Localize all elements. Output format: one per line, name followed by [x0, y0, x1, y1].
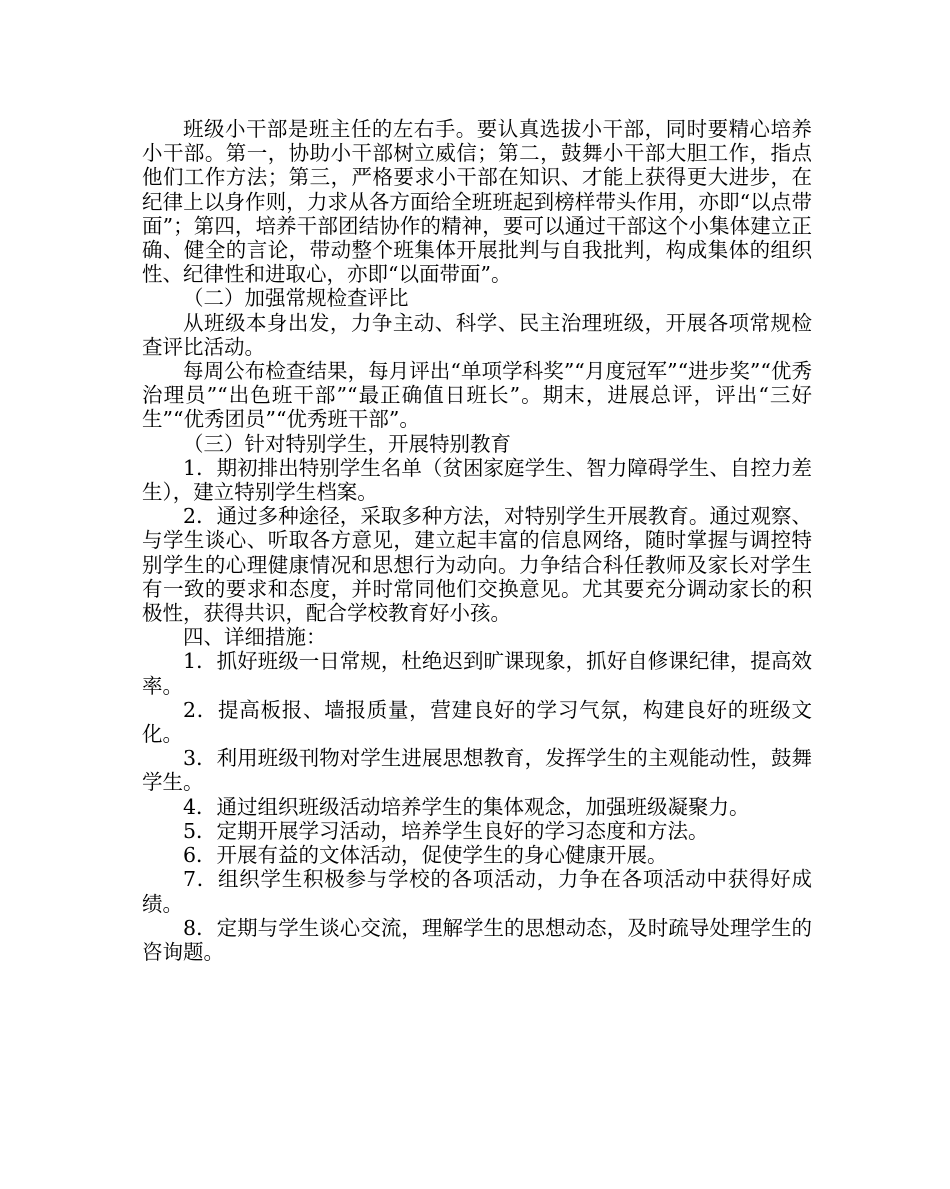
list-item: 6．开展有益的文体活动，促使学生的身心健康开展。	[183, 843, 668, 868]
paragraph-inspection-intro: 从班级本身出发，力争主动、科学、民主治理班级，开展各项常规检查评比活动。	[142, 310, 812, 359]
list-item: 5．定期开展学习活动，培养学生良好的学习态度和方法。	[183, 818, 709, 843]
list-item: 7．组织学生积极参与学校的各项活动，力争在各项活动中获得好成绩。	[142, 867, 812, 916]
paragraph-inspection-awards: 每周公布检查结果，每月评出“单项学科奖”“月度冠军”“进步奖”“优秀治理员”“出色班干部”“最正确值日班长”。期末，进展总评，评出“三好生”“优秀团员”“优秀班干部”。	[142, 359, 812, 432]
list-item: 8．定期与学生谈心交流，理解学生的思想动态，及时疏导处理学生的咨询题。	[142, 915, 812, 964]
section-heading-measures: 四、详细措施：	[183, 625, 327, 650]
section-heading-special-students: （三）针对特别学生，开展特别教育	[183, 431, 511, 456]
list-item: 2．提高板报、墙报质量，营建良好的学习气氛，构建良好的班级文化。	[142, 697, 812, 747]
list-item: 4．通过组织班级活动培养学生的集体观念，加强班级凝聚力。	[183, 794, 750, 819]
list-item: 1．期初排出特别学生名单（贫困家庭学生、智力障碍学生、自控力差生），建立特别学生档案。	[142, 455, 812, 505]
list-item: 3．利用班级刊物对学生进展思想教育，发挥学生的主观能动性，鼓舞学生。	[142, 746, 812, 795]
paragraph-cadres: 班级小干部是班主任的左右手。要认真选拔小干部，同时要精心培养小干部。第一，协助小干部树立威信；第二，鼓舞小干部大胆工作，指点他们工作方法；第三，严格要求小干部在知识、才能上获得更大进步，在纪律上以身作则，力求从各方面给全班班起到榜样带头作用，亦即“以点带面”；第四，培养干部团结协作的精神，要可以通过干部这个小集体建立正确、健全的言论，带动整个班集体开展批判与自我批判，构成集体的组织性、纪律性和进取心，亦即“以面带面”。	[142, 117, 812, 287]
section-heading-inspection: （二）加强常规检查评比	[183, 286, 409, 311]
document-body	[142, 117, 812, 964]
list-item: 1．抓好班级一日常规，杜绝迟到旷课现象，抓好自修课纪律，提高效率。	[142, 649, 812, 698]
list-item: 2．通过多种途径，采取多种方法，对特别学生开展教育。通过观察、与学生谈心、听取各方意见，建立起丰富的信息网络，随时掌握与调控特别学生的心理健康情况和思想行为动向。力争结合科任教师及家长对学生有一致的要求和态度，并时常同他们交换意见。尤其要充分调动家长的积极性，获得共识，配合学校教育好小孩。	[142, 504, 812, 626]
